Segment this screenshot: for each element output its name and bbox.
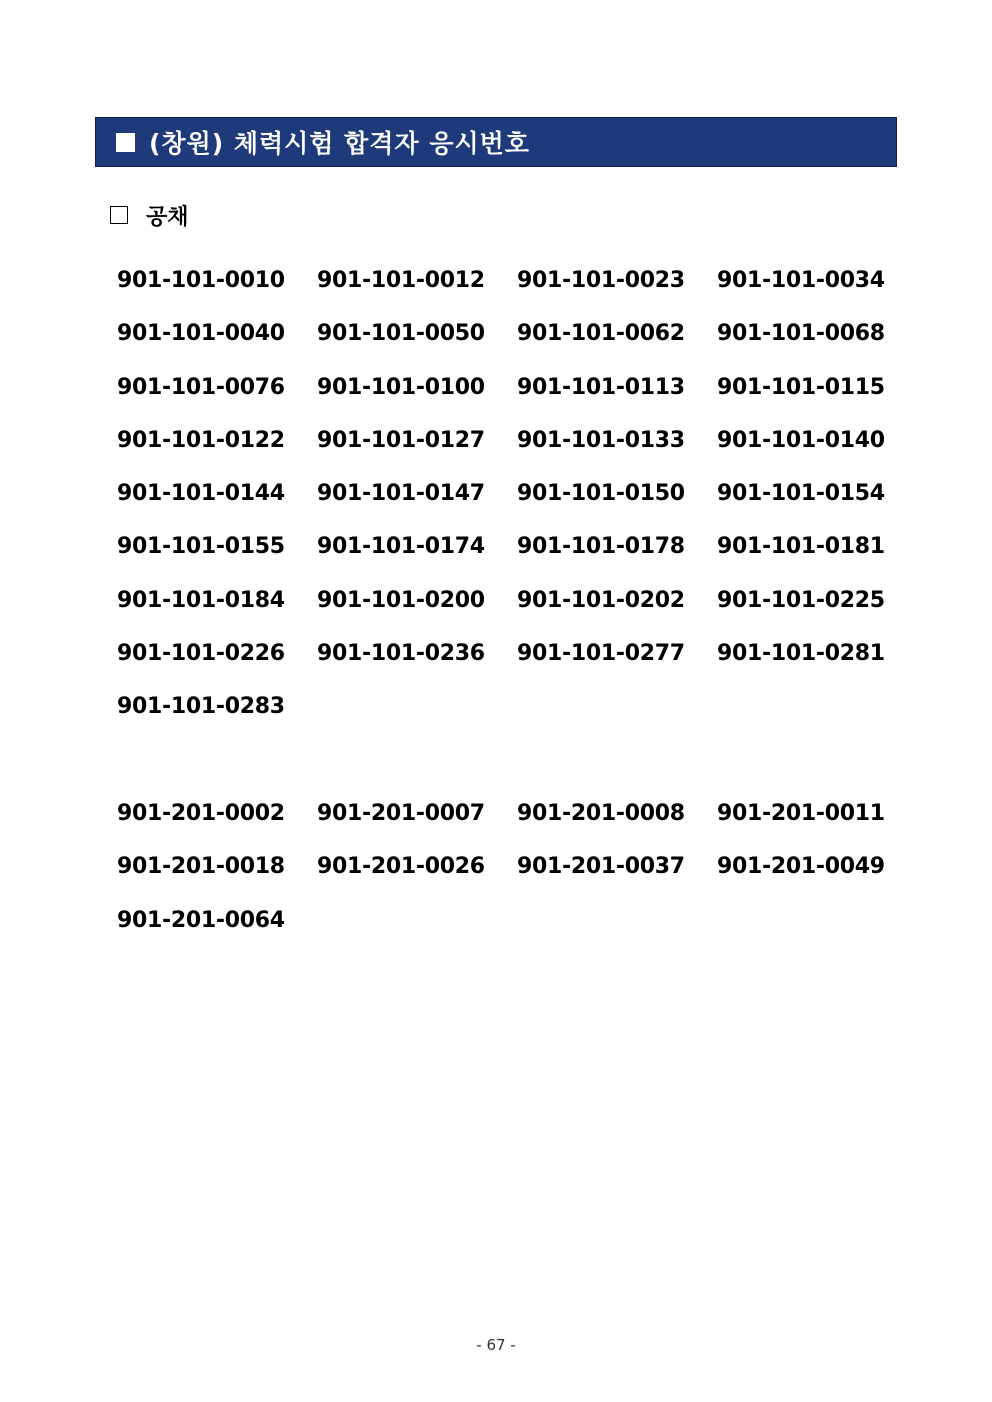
exam-number: 901-101-0068 — [717, 321, 885, 347]
exam-number-list-201 — [117, 797, 917, 957]
exam-number: 901-201-0007 — [317, 801, 485, 826]
exam-number: 901-101-0140 — [717, 427, 885, 453]
exam-number: 901-101-0154 — [717, 481, 885, 507]
exam-number: 901-201-0011 — [717, 801, 885, 826]
page-number: - 67 - — [476, 1336, 516, 1354]
filled-square-icon — [116, 133, 135, 152]
exam-number: 901-101-0184 — [117, 587, 285, 613]
exam-number: 901-201-0008 — [517, 801, 685, 826]
exam-number: 901-101-0283 — [117, 694, 285, 720]
exam-number: 901-101-0034 — [717, 268, 885, 293]
exam-number: 901-101-0200 — [317, 587, 485, 613]
exam-number: 901-101-0155 — [117, 534, 285, 560]
empty-square-icon — [110, 206, 128, 224]
exam-number: 901-101-0040 — [117, 321, 285, 347]
exam-number: 901-101-0150 — [517, 481, 685, 507]
exam-number: 901-101-0062 — [517, 321, 685, 347]
exam-number: 901-101-0225 — [717, 587, 885, 613]
exam-number: 901-201-0037 — [517, 854, 685, 880]
exam-number: 901-101-0281 — [717, 641, 885, 667]
exam-number: 901-101-0100 — [317, 374, 485, 400]
exam-number: 901-101-0010 — [117, 268, 285, 293]
section-title-bar — [95, 117, 897, 167]
exam-number: 901-101-0178 — [517, 534, 685, 560]
exam-number: 901-101-0050 — [317, 321, 485, 347]
exam-number: 901-201-0018 — [117, 854, 285, 880]
exam-number: 901-101-0277 — [517, 641, 685, 667]
page-title: (창원) 체력시험 합격자 응시번호 — [149, 129, 530, 158]
exam-number: 901-201-0002 — [117, 801, 285, 826]
exam-number: 901-101-0174 — [317, 534, 485, 560]
exam-number: 901-101-0181 — [717, 534, 885, 560]
exam-number: 901-101-0147 — [317, 481, 485, 507]
exam-number: 901-101-0236 — [317, 641, 485, 667]
section-heading — [110, 200, 189, 230]
exam-number: 901-201-0049 — [717, 854, 885, 880]
exam-number: 901-101-0226 — [117, 641, 285, 667]
exam-number: 901-101-0115 — [717, 374, 885, 400]
exam-number: 901-101-0202 — [517, 587, 685, 613]
exam-number: 901-101-0133 — [517, 427, 685, 453]
exam-number: 901-101-0144 — [117, 481, 285, 507]
exam-number: 901-201-0064 — [117, 907, 285, 933]
exam-number-list-101 — [117, 264, 917, 744]
exam-number: 901-101-0113 — [517, 374, 685, 400]
exam-number: 901-201-0026 — [317, 854, 485, 880]
exam-number: 901-101-0076 — [117, 374, 285, 400]
exam-number: 901-101-0012 — [317, 268, 485, 293]
exam-number: 901-101-0127 — [317, 427, 485, 453]
section-label: 공채 — [146, 204, 189, 230]
exam-number: 901-101-0023 — [517, 268, 685, 293]
exam-number: 901-101-0122 — [117, 427, 285, 453]
